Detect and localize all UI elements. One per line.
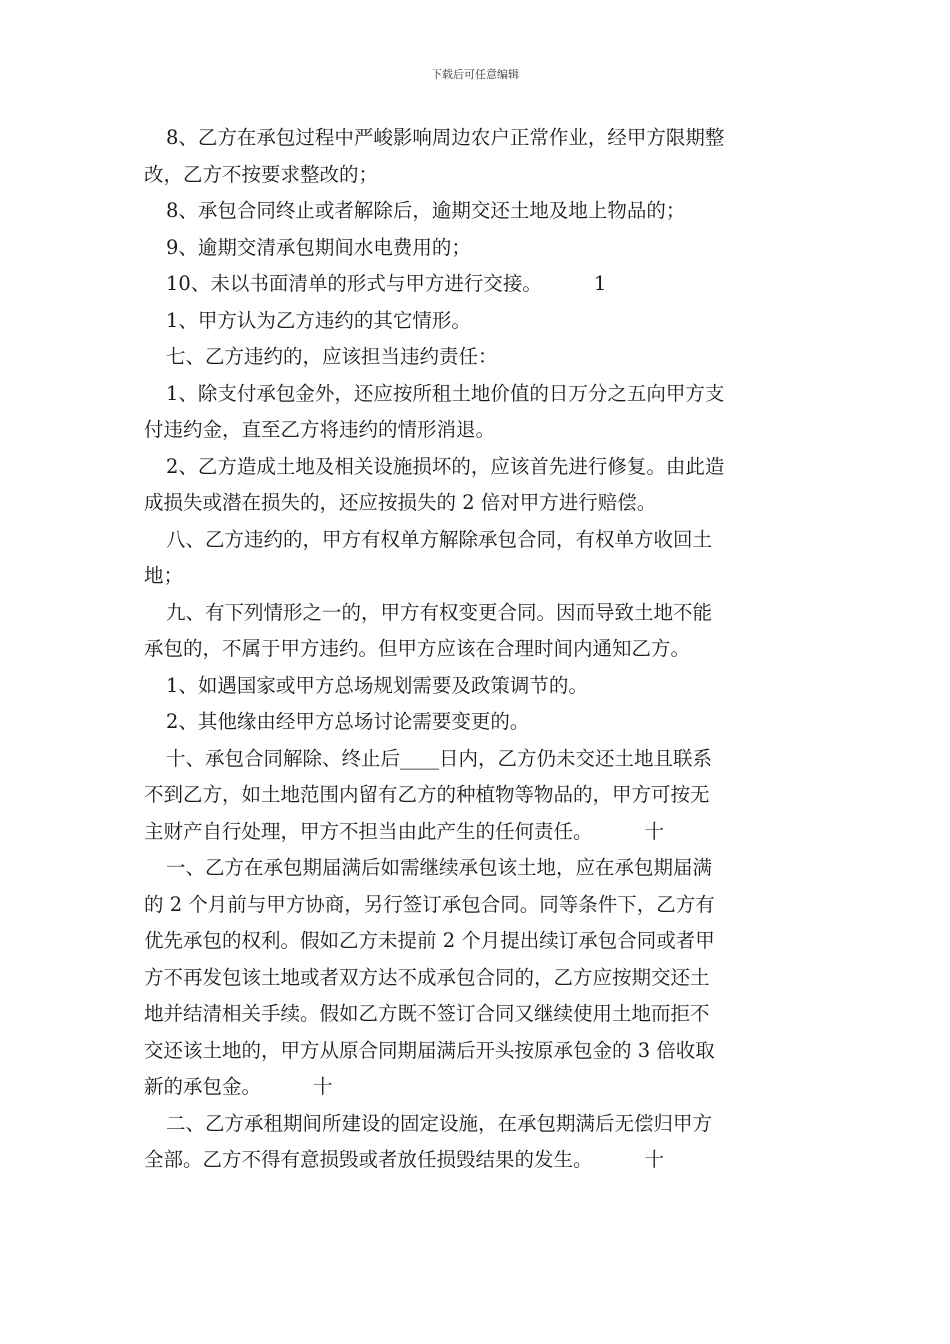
paragraph [144, 230, 808, 267]
paragraph [144, 376, 808, 449]
paragraph-line: 2、乙方造成土地及相关设施损坏的，应该首先进行修复。由此造 [166, 454, 725, 478]
paragraph [144, 850, 808, 1106]
paragraph-line: 八、乙方违约的，甲方有权单方解除承包合同，有权单方收回土 [166, 527, 713, 551]
document-body [144, 120, 808, 1179]
paragraph [144, 668, 808, 705]
paragraph-line: 改，乙方不按要求整改的； [144, 162, 379, 186]
paragraph-line: 2、其他缘由经甲方总场讨论需要变更的。 [166, 710, 530, 733]
trailing-marker: 十 [644, 1148, 665, 1171]
paragraph [144, 1106, 808, 1179]
paragraph-line: 9、逾期交清承包期间水电费用的； [166, 235, 471, 259]
paragraph-line: 主财产自行处理，甲方不担当由此产生的任何责任。 十 [144, 814, 808, 851]
paragraph-line: 地； [144, 564, 184, 587]
paragraph-line: 九、有下列情形之一的，甲方有权变更合同。因而导致土地不能 [166, 600, 713, 624]
paragraph-line: 二、乙方承租期间所建设的固定设施，在承包期满后无偿归甲方 [166, 1111, 713, 1135]
paragraph-line: 承包的，不属于甲方违约。但甲方应该在合理时间内通知乙方。 [144, 637, 691, 660]
paragraph [144, 339, 808, 376]
paragraph-line: 1、除支付承包金外，还应按所租土地价值的日万分之五向甲方支 [166, 381, 725, 405]
page-header: 下载后可任意编辑 [431, 68, 519, 81]
paragraph [144, 741, 808, 851]
paragraph-line: 一、乙方在承包期届满后如需继续承包该土地，应在承包期届满 [166, 856, 713, 879]
paragraph-line: 1、如遇国家或甲方总场规划需要及政策调节的。 [166, 673, 588, 697]
paragraph-line: 1、甲方认为乙方违约的其它情形。 [166, 308, 471, 332]
trailing-marker: 十 [313, 1075, 333, 1098]
trailing-marker: 1 [593, 272, 607, 295]
paragraph-line: 七、乙方违约的，应该担当违约责任： [166, 345, 498, 368]
paragraph [144, 120, 808, 193]
paragraph [144, 303, 808, 340]
paragraph-line: 的 2 个月前与甲方协商，另行签订承包合同。同等条件下，乙方有 [144, 892, 715, 916]
paragraph-line: 全部。乙方不得有意损毁或者放任损毁结果的发生。 十 [144, 1142, 808, 1179]
paragraph-line: 8、承包合同终止或者解除后，逾期交还土地及地上物品的； [166, 199, 686, 222]
paragraph-line: 8、乙方在承包过程中严峻影响周边农户正常作业，经甲方限期整 [166, 126, 725, 149]
paragraph-line: 十、承包合同解除、终止后____日内，乙方仍未交还土地且联系 [166, 746, 713, 770]
paragraph-line: 新的承包金。 十 [144, 1069, 808, 1106]
paragraph [144, 193, 808, 230]
paragraph-line: 优先承包的权利。假如乙方未提前 2 个月提出续订承包合同或者甲 [144, 929, 715, 952]
paragraph [144, 449, 808, 522]
paragraph [144, 595, 808, 668]
paragraph-line: 地并结清相关手续。假如乙方既不签订合同又继续使用土地而拒不 [144, 1002, 710, 1025]
paragraph-line: 成损失或潜在损失的，还应按损失的 2 倍对甲方进行赔偿。 [144, 491, 657, 514]
paragraph [144, 704, 808, 741]
paragraph-line: 10、未以书面清单的形式与甲方进行交接。 1 [144, 266, 808, 303]
trailing-marker: 十 [644, 819, 665, 843]
paragraph-line: 交还该土地的，甲方从原合同期届满后开头按原承包金的 3 倍收取 [144, 1038, 715, 1062]
paragraph-line: 付违约金，直至乙方将违约的情形消退。 [144, 418, 496, 441]
paragraph [144, 522, 808, 595]
paragraph-line: 方不再发包该土地或者双方达不成承包合同的，乙方应按期交还土 [144, 965, 710, 989]
paragraph [144, 266, 808, 303]
paragraph-line: 不到乙方，如土地范围内留有乙方的种植物等物品的，甲方可按无 [144, 783, 710, 806]
